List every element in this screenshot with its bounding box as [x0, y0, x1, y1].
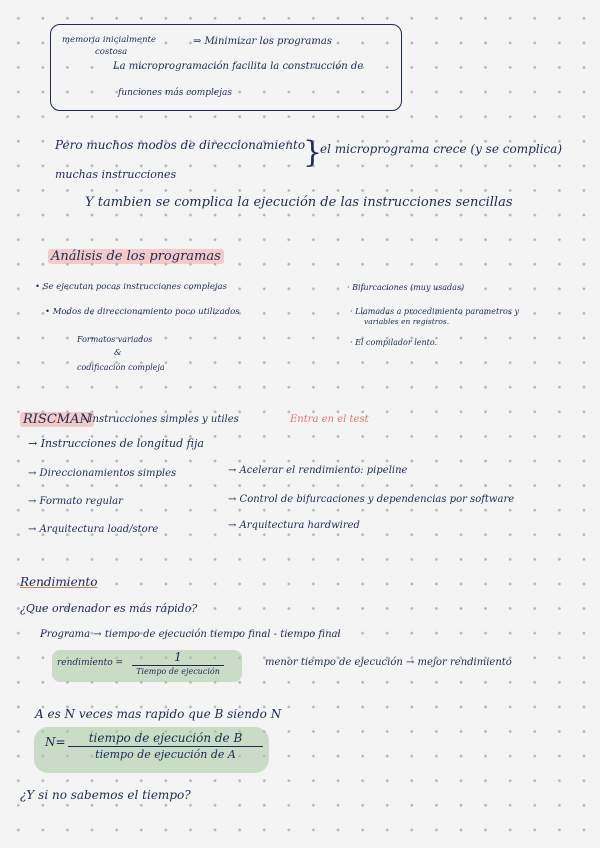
risc-left-1: → Instrucciones de longitud fija: [28, 437, 204, 450]
n-lhs: N=: [45, 735, 66, 749]
risc-right-1: → Acelerar el rendimiento: pipeline: [228, 465, 408, 476]
rend-title: Rendimiento: [20, 575, 98, 589]
n-bar: [68, 746, 263, 747]
box-line-2: La microprogramación facilita la construcción de: [113, 61, 364, 72]
analisis-left-5: codificación compleja: [77, 363, 165, 372]
formula-fraction: [132, 650, 224, 676]
p1-line-d: Y tambien se complica la ejecución de las instrucciones sencillas: [85, 195, 513, 210]
rend-question: ¿Que ordenador es más rápido?: [20, 602, 198, 615]
risc-left-3: → Formato regular: [28, 496, 123, 507]
rend-veces: A es N veces mas rapido que B siendo N: [35, 707, 282, 721]
analisis-right-4: · El compilador lento.: [350, 338, 438, 347]
box-line-1b: costosa: [95, 47, 128, 57]
analisis-right-2: · Llamadas a procedimiento parametros y: [350, 307, 520, 316]
box-arrow-line: ⇒ Minimizar los programas: [193, 36, 332, 47]
rend-final-question: ¿Y si no sabemos el tiempo?: [20, 788, 191, 802]
risc-left-4: → Arquitectura load/store: [28, 524, 159, 535]
box-line-3: funciones más complejas: [118, 88, 232, 98]
n-fraction: [68, 731, 263, 761]
risc-left-2: → Direccionamientos simples: [28, 468, 177, 479]
analisis-title: [48, 250, 224, 265]
analisis-title-text: Análisis de los programas: [48, 249, 224, 264]
risc-right-3: → Arquitectura hardwired: [228, 520, 360, 531]
box-line-1a: memoria inicialmente: [62, 35, 157, 45]
rend-programa: Programa → tiempo de ejecución tiempo final - tiempo final: [40, 629, 341, 640]
risc-subtitle: - Instrucciones simples y utiles: [82, 414, 239, 425]
formula-lhs: rendimiento =: [57, 658, 124, 668]
analisis-left-4: &: [114, 348, 122, 358]
analisis-left-3: Formatos variados: [77, 335, 153, 344]
risc-title-text: RISCMAN: [20, 412, 94, 427]
curly-brace: }: [303, 135, 323, 170]
n-numerator: tiempo de ejecución de B: [88, 731, 243, 745]
p1-line-a: Pero muchos modos de direccionamiento: [55, 138, 306, 152]
risc-right-2: → Control de bifurcaciones y dependencias por software: [228, 494, 515, 505]
formula-denominator: Tiempo de ejecución: [136, 667, 220, 676]
p1-line-b: el microprograma crece (y se complica): [320, 142, 562, 156]
analisis-right-1: · Bifurcaciones (muy usadas): [347, 283, 465, 292]
analisis-right-3: variables en registros.: [364, 317, 450, 326]
formula-rhs: menor tiempo de ejecución → mejor rendimiento: [265, 657, 512, 668]
risc-test-note: Entra en el test: [290, 414, 369, 425]
analisis-left-2: • Modos de direccionamiento poco utilizados: [45, 307, 240, 317]
n-denominator: tiempo de ejecución de A: [95, 748, 236, 761]
formula-numerator: 1: [174, 650, 182, 664]
formula-bar: [132, 665, 224, 666]
analisis-left-1: • Se ejecutan pocas instrucciones complejas: [35, 282, 227, 292]
p1-line-c: muchas instrucciones: [55, 168, 177, 181]
